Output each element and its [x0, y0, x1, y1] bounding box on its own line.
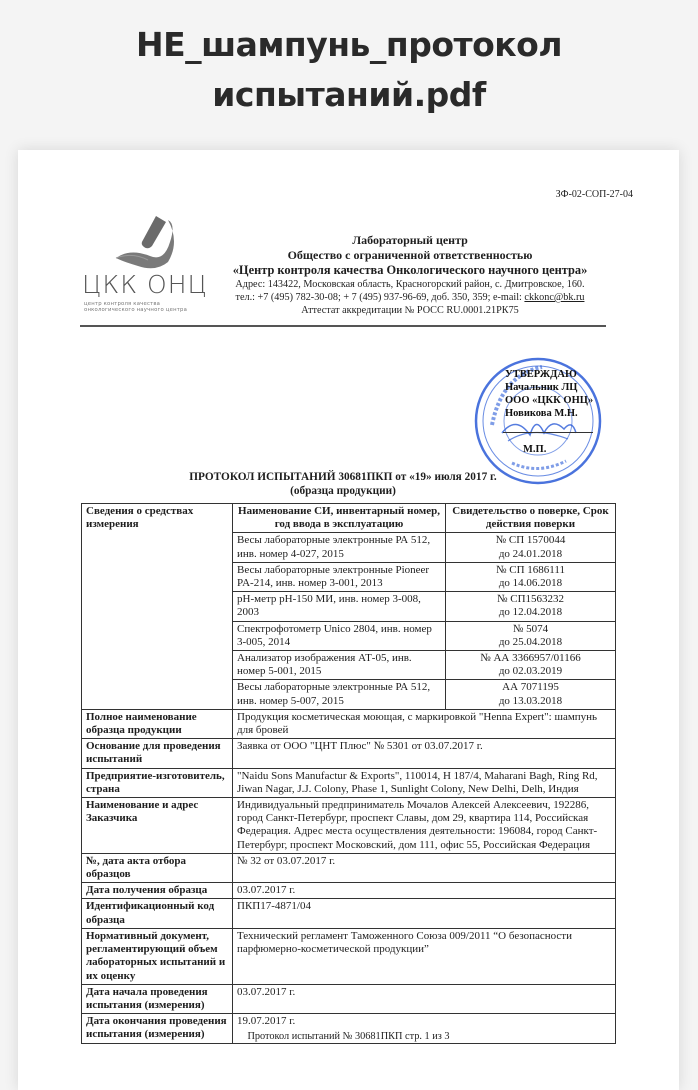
- instruments-header-row: [82, 504, 616, 533]
- instrument-valid-until: до 25.04.2018: [498, 635, 563, 648]
- page-footer: Протокол испытаний № 30681ПКП стр. 1 из 3: [247, 1031, 450, 1042]
- file-title-line1: НЕ_шампунь_протокол: [135, 25, 563, 64]
- instrument-cert-cell: [446, 562, 616, 591]
- instrument-name: Анализатор изображения АТ-05, инв. номер 5-001, 2015: [233, 651, 446, 680]
- form-code: ЗФ-02-СОП-27-04: [555, 189, 633, 200]
- instrument-valid-until: до 02.03.2019: [498, 665, 563, 678]
- approval-line4: Новикова М.Н.: [505, 408, 578, 419]
- field-value: ПКП17-4871/04: [233, 899, 616, 928]
- instruments-col2-header: Наименование СИ, инвентарный номер, год ввода в эксплуатацию: [233, 504, 446, 533]
- field-value: № 32 от 03.07.2017 г.: [233, 853, 616, 882]
- field-row: [82, 928, 616, 984]
- logo: [80, 212, 210, 322]
- instrument-cert: АА 7071195: [502, 681, 559, 694]
- logo-name: ЦКК ОНЦ: [82, 270, 208, 299]
- org-header: [213, 233, 607, 317]
- org-contacts: [213, 291, 607, 304]
- field-label: Дата начала проведения испытания (измерения): [82, 984, 233, 1013]
- instrument-valid-until: до 14.06.2018: [498, 577, 563, 590]
- instrument-cert-cell: [446, 651, 616, 680]
- instrument-cert-cell: [446, 533, 616, 562]
- field-row: [82, 883, 616, 899]
- field-value: 19.07.2017 г.: [233, 1014, 616, 1043]
- field-label: Дата окончания проведения испытания (измерения): [82, 1014, 233, 1043]
- approval-line1: УТВЕРЖДАЮ: [505, 369, 577, 380]
- logo-subtitle-line2: онкологического научного центра: [84, 307, 188, 313]
- instrument-valid-until: до 13.03.2018: [498, 694, 563, 707]
- approval-line2: Начальник ЛЦ: [505, 382, 578, 393]
- instrument-cert: № СП 1686111: [496, 563, 565, 576]
- field-label: Основание для проведения испытаний: [82, 739, 233, 768]
- protocol-subtitle: (образца продукции): [290, 485, 396, 497]
- field-row: [82, 984, 616, 1013]
- header-divider: [80, 325, 606, 327]
- logo-subtitle: [84, 301, 204, 313]
- pdf-page[interactable]: [18, 150, 679, 1090]
- signature-line: [503, 420, 593, 433]
- instrument-cert-cell: [446, 621, 616, 650]
- protocol-title-main: ПРОТОКОЛ ИСПЫТАНИЙ 30681ПКП от «19» июля 2017 г.: [189, 471, 497, 483]
- org-address: Адрес: 143422, Московская область, Красногорский район, с. Дмитровское, 160.: [235, 279, 585, 290]
- field-row: [82, 853, 616, 882]
- org-accreditation: Аттестат аккредитации № РОСС RU.0001.21РК75: [301, 305, 519, 316]
- logo-subtitle-line1: центр контроля качества: [84, 301, 161, 307]
- instrument-name: Весы лабораторные электронные Pioneer PA-214, инв. номер 3-001, 2013: [233, 562, 446, 591]
- microscope-logo-icon: [110, 212, 180, 272]
- org-line2: Общество с ограниченной ответственностью: [287, 248, 533, 262]
- stamp-mark: М.П.: [523, 444, 547, 455]
- field-label: Полное наименование образца продукции: [82, 709, 233, 738]
- field-row: [82, 739, 616, 768]
- instrument-valid-until: до 12.04.2018: [498, 606, 563, 619]
- org-line1: Лабораторный центр: [352, 233, 468, 247]
- instrument-name: Весы лабораторные электронные РА 512, инв. номер 4-027, 2015: [233, 533, 446, 562]
- field-row: [82, 768, 616, 797]
- field-label: Наименование и адрес Заказчика: [82, 798, 233, 854]
- approval-line3: ООО «ЦКК ОНЦ»: [505, 395, 594, 406]
- field-value: Индивидуальный предприниматель Мочалов Алексей Алексеевич, 192286, город Санкт-Петербург, проспект Славы, дом 29, квартира 114, Российская Федерация. Адрес места осуществления деятельности: 196084, город Санкт-Петербург, проспект Московский, дом 111, офис 55, Российская Федерация: [233, 798, 616, 854]
- field-value: "Naidu Sons Manufactur & Exports", 110014, H 187/4, Maharani Bagh, Ring Rd, Jiwan Nagar, J.J. Colony, Phase 1, Sunlight Colony, New Delhi, Delh, Индия: [233, 768, 616, 797]
- approval-block: [505, 368, 593, 456]
- org-email-link[interactable]: ckkonc@bk.ru: [524, 292, 585, 303]
- org-phones: тел.: +7 (495) 782-30-08; + 7 (495) 937-96-69, доб. 350, 359; e-mail:: [235, 292, 525, 303]
- file-title: [0, 20, 698, 120]
- instrument-cert-cell: [446, 592, 616, 621]
- field-label: №, дата акта отбора образцов: [82, 853, 233, 882]
- instruments-col3-header: Свидетельство о поверке, Срок действия поверки: [446, 504, 616, 533]
- instrument-valid-until: до 24.01.2018: [498, 547, 563, 560]
- file-title-line2: испытаний.pdf: [212, 75, 486, 114]
- instrument-name: pH-метр pH-150 МИ, инв. номер 3-008, 2003: [233, 592, 446, 621]
- instrument-name: Весы лабораторные электронные РА 512, инв. номер 5-007, 2015: [233, 680, 446, 709]
- field-label: Предприятие-изготовитель, страна: [82, 768, 233, 797]
- field-row: [82, 798, 616, 854]
- field-row: [82, 709, 616, 738]
- instrument-name: Спектрофотометр Unico 2804, инв. номер 3-005, 2014: [233, 621, 446, 650]
- field-row: [82, 899, 616, 928]
- instrument-cert: № 5074: [512, 622, 549, 635]
- instrument-cert: № СП1563232: [496, 593, 565, 606]
- field-label: Нормативный документ, регламентирующий объем лабораторных испытаний и их оценку: [82, 928, 233, 984]
- field-value: Продукция косметическая моющая, с маркировкой "Henna Expert": шампунь для бровей: [233, 709, 616, 738]
- field-label: Дата получения образца: [82, 883, 233, 899]
- instrument-cert: № АА 3366957/01166: [480, 652, 581, 665]
- field-value: 03.07.2017 г.: [233, 984, 616, 1013]
- org-name: «Центр контроля качества Онкологического научного центра»: [232, 263, 588, 277]
- protocol-title: [78, 470, 608, 498]
- instrument-cert-cell: [446, 680, 616, 709]
- field-value: 03.07.2017 г.: [233, 883, 616, 899]
- field-value: Заявка от ООО "ЦНТ Плюс" № 5301 от 03.07.2017 г.: [233, 739, 616, 768]
- instrument-cert: № СП 1570044: [495, 534, 566, 547]
- instruments-label: Сведения о средствах измерения: [82, 504, 233, 710]
- field-label: Идентификационный код образца: [82, 899, 233, 928]
- field-value: Технический регламент Таможенного Союза 009/2011 “О безопасности парфюмерно-косметической продукции”: [233, 928, 616, 984]
- protocol-table: [81, 503, 616, 1044]
